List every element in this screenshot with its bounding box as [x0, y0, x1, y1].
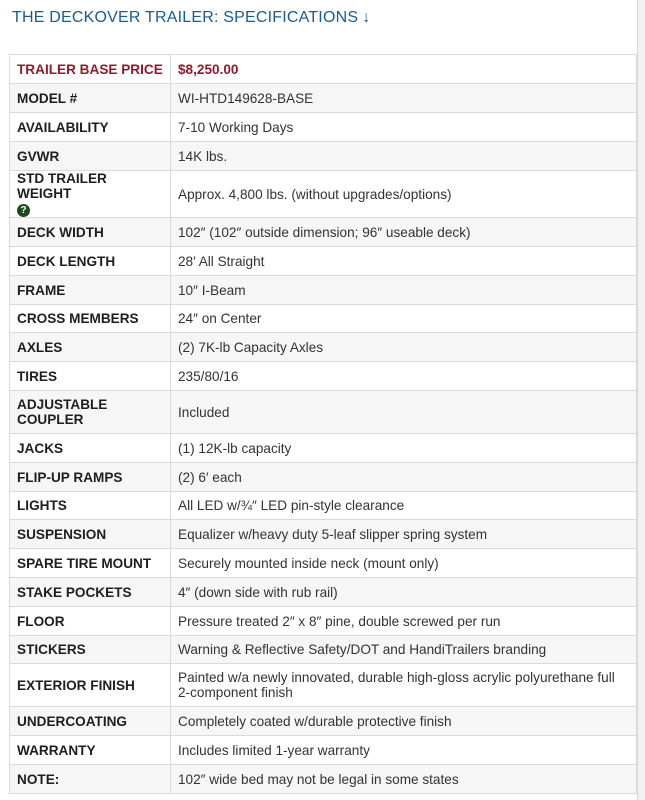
spec-label-with-help — [10, 171, 171, 218]
spec-label: WARRANTY — [10, 736, 171, 765]
table-row — [10, 391, 637, 434]
table-row — [10, 664, 637, 707]
spec-label: STD TRAILER WEIGHT — [17, 171, 107, 201]
spec-label: ADJUSTABLE COUPLER — [10, 391, 171, 434]
spec-value: 10″ I-Beam — [171, 276, 637, 305]
spec-label: NOTE: — [10, 765, 171, 794]
table-row — [10, 707, 637, 736]
table-row — [10, 492, 637, 520]
table-row — [10, 218, 637, 247]
spec-label: JACKS — [10, 434, 171, 463]
spec-value: Painted w/a newly innovated, durable high-gloss acrylic polyurethane full 2-component finish — [171, 664, 637, 707]
spec-value: 235/80/16 — [171, 362, 637, 391]
help-icon[interactable]: ? — [17, 204, 30, 217]
spec-label: UNDERCOATING — [10, 707, 171, 736]
spec-label: FLOOR — [10, 607, 171, 636]
table-row — [10, 578, 637, 607]
spec-value: 102″ wide bed may not be legal in some states — [171, 765, 637, 794]
table-row — [10, 305, 637, 333]
title-text: THE DECKOVER TRAILER: SPECIFICATIONS — [12, 9, 359, 26]
spec-label: AVAILABILITY — [10, 113, 171, 142]
table-row — [10, 736, 637, 765]
spec-value: Completely coated w/durable protective finish — [171, 707, 637, 736]
spec-label: GVWR — [10, 142, 171, 171]
spec-label: STAKE POCKETS — [10, 578, 171, 607]
table-row — [10, 463, 637, 492]
table-row — [10, 333, 637, 362]
table-row — [10, 362, 637, 391]
table-row — [10, 142, 637, 171]
spec-value: 4″ (down side with rub rail) — [171, 578, 637, 607]
table-row — [10, 247, 637, 276]
spec-label: SUSPENSION — [10, 520, 171, 549]
table-row — [10, 607, 637, 636]
spec-label: DECK WIDTH — [10, 218, 171, 247]
spec-value: Includes limited 1-year warranty — [171, 736, 637, 765]
table-row — [10, 549, 637, 578]
arrow-down-icon: ↓ — [362, 9, 371, 26]
spec-label: LIGHTS — [10, 492, 171, 520]
spec-value: 28′ All Straight — [171, 247, 637, 276]
spec-label: FLIP-UP RAMPS — [10, 463, 171, 492]
spec-value: Approx. 4,800 lbs. (without upgrades/options) — [171, 171, 637, 218]
spec-label: EXTERIOR FINISH — [10, 664, 171, 707]
spec-value: 14K lbs. — [171, 142, 637, 171]
spec-value: 24″ on Center — [171, 305, 637, 333]
spec-value: 7-10 Working Days — [171, 113, 637, 142]
spec-value: (1) 12K-lb capacity — [171, 434, 637, 463]
spec-label: STICKERS — [10, 636, 171, 664]
table-row — [10, 434, 637, 463]
table-row — [10, 84, 637, 113]
table-row — [10, 765, 637, 794]
spec-value: Included — [171, 391, 637, 434]
spec-label: FRAME — [10, 276, 171, 305]
spec-value: All LED w/¾″ LED pin-style clearance — [171, 492, 637, 520]
spec-value: WI-HTD149628-BASE — [171, 84, 637, 113]
spec-value: 102″ (102″ outside dimension; 96″ useable deck) — [171, 218, 637, 247]
table-row — [10, 520, 637, 549]
spec-label: MODEL # — [10, 84, 171, 113]
spec-value: $8,250.00 — [171, 55, 637, 84]
table-row — [10, 636, 637, 664]
table-row — [10, 171, 637, 218]
spec-label: SPARE TIRE MOUNT — [10, 549, 171, 578]
spec-value: Pressure treated 2″ x 8″ pine, double screwed per run — [171, 607, 637, 636]
spec-value: Securely mounted inside neck (mount only) — [171, 549, 637, 578]
spec-table — [9, 54, 637, 794]
page-title[interactable] — [12, 9, 370, 27]
table-row — [10, 113, 637, 142]
table-row — [10, 276, 637, 305]
spec-label: DECK LENGTH — [10, 247, 171, 276]
spec-label: AXLES — [10, 333, 171, 362]
spec-label: CROSS MEMBERS — [10, 305, 171, 333]
spec-value: Warning & Reflective Safety/DOT and HandiTrailers branding — [171, 636, 637, 664]
spec-value: (2) 6′ each — [171, 463, 637, 492]
spec-value: Equalizer w/heavy duty 5-leaf slipper spring system — [171, 520, 637, 549]
spec-label: TRAILER BASE PRICE — [10, 55, 171, 84]
spec-label: TIRES — [10, 362, 171, 391]
table-row-price — [10, 55, 637, 84]
spec-value: (2) 7K-lb Capacity Axles — [171, 333, 637, 362]
